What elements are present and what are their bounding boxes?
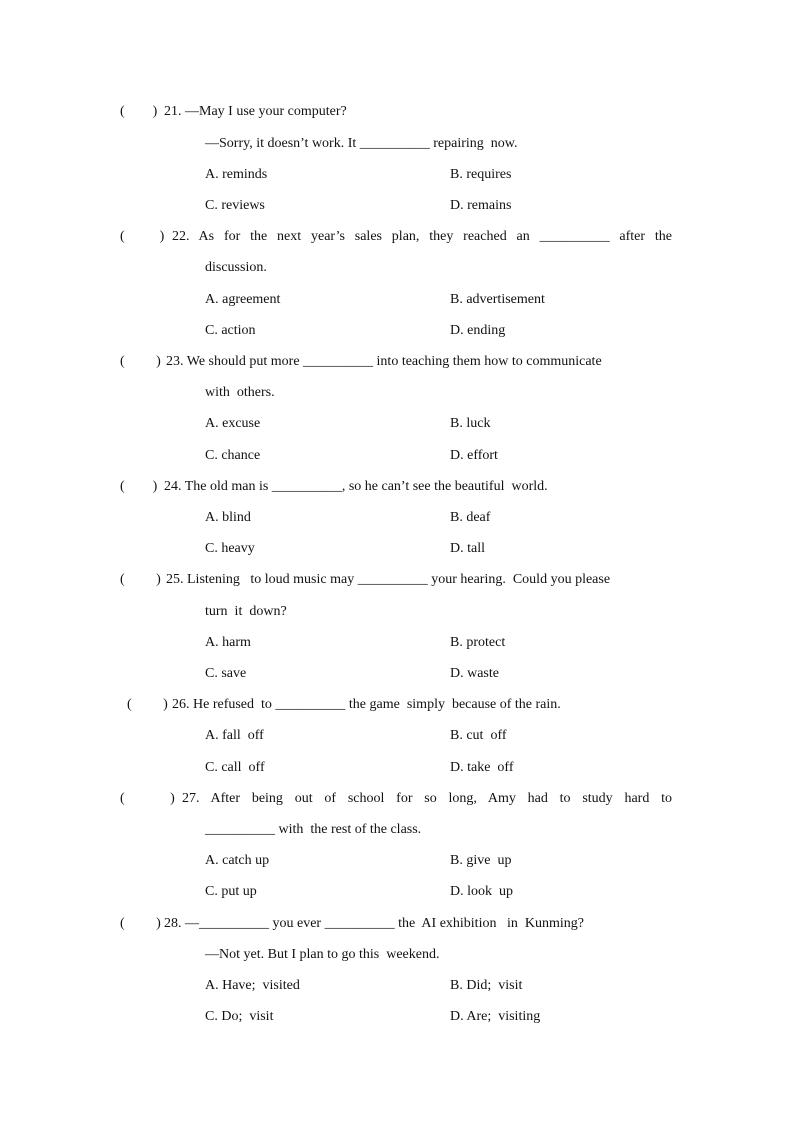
question-27-option-a: A. catch up [205, 853, 270, 868]
question-23-stem: 23. We should put more __________ into teaching them how to communicate [166, 354, 602, 369]
question-26-option-b: B. cut off [450, 728, 507, 743]
question-22-option-c: C. action [205, 323, 256, 338]
question-25-stem: 25. Listening to loud music may __________ your hearing. Could you please [166, 572, 611, 587]
question-23-option-c: C. chance [205, 448, 261, 463]
question-28-stem: 28. —__________ you ever __________ the AI exhibition in Kunming? [164, 916, 584, 931]
question-26-stem: 26. He refused to __________ the game simply because of the rain. [172, 697, 561, 712]
question-27-option-b: B. give up [450, 853, 512, 868]
question-21-option-b: B. requires [450, 167, 512, 182]
question-21-option-a: A. reminds [205, 167, 268, 182]
answer-blank-26: ( ) [127, 697, 168, 712]
answer-blank-24: ( ) [120, 479, 158, 494]
question-22-stem: 22. As for the next year’s sales plan, they reached an __________ after the [172, 229, 672, 244]
answer-blank-25: ( ) [120, 572, 161, 587]
question-21-stem-line2: —Sorry, it doesn’t work. It __________ repairing now. [205, 136, 518, 151]
question-24-option-a: A. blind [205, 510, 251, 525]
question-25-option-d: D. waste [450, 666, 499, 681]
question-24-option-b: B. deaf [450, 510, 491, 525]
question-24-option-c: C. heavy [205, 541, 255, 556]
question-23-stem-line2: with others. [205, 385, 275, 400]
question-22-option-d: D. ending [450, 323, 506, 338]
answer-blank-22: ( ) [120, 229, 165, 244]
question-26-option-a: A. fall off [205, 728, 264, 743]
question-26-option-d: D. take off [450, 760, 514, 775]
answer-blank-21: ( ) [120, 104, 158, 119]
question-22-option-b: B. advertisement [450, 292, 545, 307]
question-23-option-b: B. luck [450, 416, 491, 431]
question-28-stem-line2: —Not yet. But I plan to go this weekend. [205, 947, 440, 962]
question-24-stem: 24. The old man is __________, so he can’t see the beautiful world. [164, 479, 548, 494]
answer-blank-28: ( ) [120, 916, 161, 931]
question-27-option-d: D. look up [450, 884, 513, 899]
question-28-option-c: C. Do; visit [205, 1009, 274, 1024]
question-25-stem-line2: turn it down? [205, 604, 287, 619]
question-25-option-a: A. harm [205, 635, 251, 650]
answer-blank-27: ( ) [120, 791, 175, 806]
question-21-option-c: C. reviews [205, 198, 265, 213]
question-28-option-b: B. Did; visit [450, 978, 523, 993]
question-25-option-b: B. protect [450, 635, 506, 650]
question-24-option-d: D. tall [450, 541, 485, 556]
answer-blank-23: ( ) [120, 354, 161, 369]
question-25-option-c: C. save [205, 666, 247, 681]
question-22-stem-line2: discussion. [205, 260, 267, 275]
question-23-option-a: A. excuse [205, 416, 261, 431]
question-27-stem-line2: __________ with the rest of the class. [205, 822, 422, 837]
question-22-option-a: A. agreement [205, 292, 281, 307]
question-28-option-d: D. Are; visiting [450, 1009, 541, 1024]
question-27-stem: 27. After being out of school for so long, Amy had to study hard to [182, 791, 672, 806]
question-23-option-d: D. effort [450, 448, 498, 463]
question-21-stem: 21. —May I use your computer? [164, 104, 347, 119]
question-21-option-d: D. remains [450, 198, 512, 213]
question-26-option-c: C. call off [205, 760, 265, 775]
question-27-option-c: C. put up [205, 884, 257, 899]
question-28-option-a: A. Have; visited [205, 978, 300, 993]
